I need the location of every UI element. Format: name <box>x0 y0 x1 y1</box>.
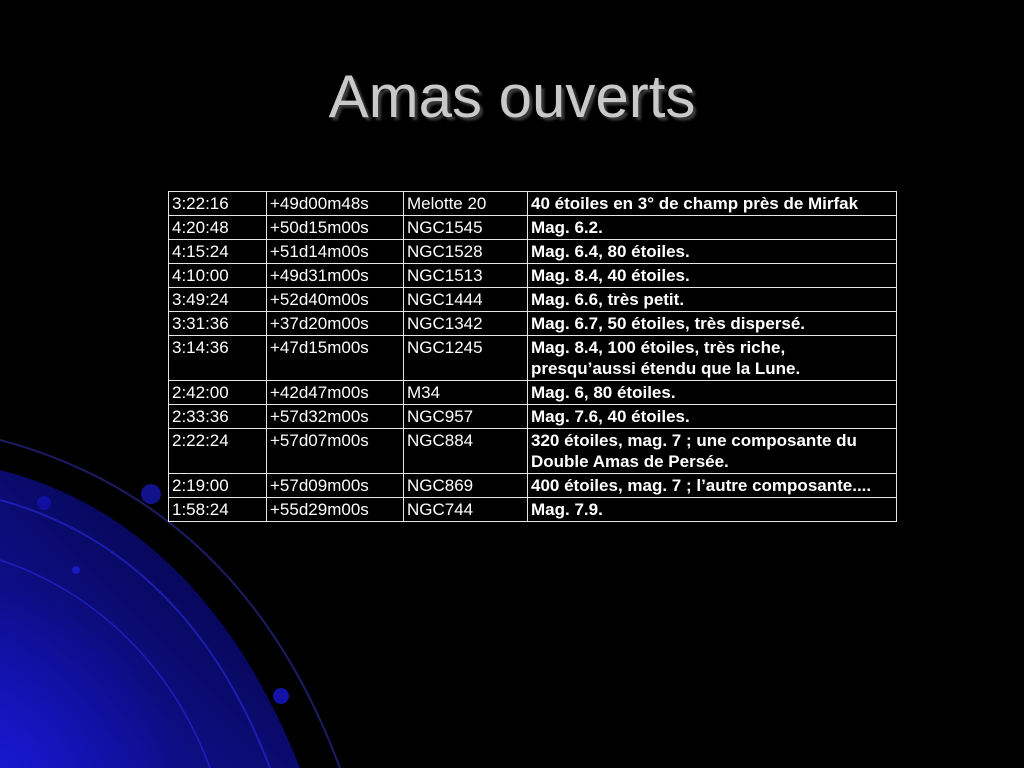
table-row <box>169 381 897 405</box>
description-cell: Mag. 6, 80 étoiles. <box>528 381 897 405</box>
declination-cell: +49d00m48s <box>267 192 404 216</box>
table-row <box>169 405 897 429</box>
description-cell: Mag. 7.6, 40 étoiles. <box>528 405 897 429</box>
object-name-cell: NGC1528 <box>404 240 528 264</box>
table-row <box>169 216 897 240</box>
description-cell: Mag. 6.7, 50 étoiles, très dispersé. <box>528 312 897 336</box>
declination-cell: +57d32m00s <box>267 405 404 429</box>
table-row <box>169 264 897 288</box>
object-name-cell: Melotte 20 <box>404 192 528 216</box>
right-ascension-cell: 3:31:36 <box>169 312 267 336</box>
object-name-cell: NGC1513 <box>404 264 528 288</box>
right-ascension-cell: 2:33:36 <box>169 405 267 429</box>
description-cell: Mag. 8.4, 40 étoiles. <box>528 264 897 288</box>
right-ascension-cell: 3:14:36 <box>169 336 267 381</box>
description-cell: Mag. 7.9. <box>528 498 897 522</box>
declination-cell: +57d09m00s <box>267 474 404 498</box>
declination-cell: +47d15m00s <box>267 336 404 381</box>
description-cell: Mag. 6.2. <box>528 216 897 240</box>
table-row <box>169 336 897 381</box>
right-ascension-cell: 2:42:00 <box>169 381 267 405</box>
open-clusters-table <box>168 191 897 522</box>
table-row <box>169 312 897 336</box>
slide-title: Amas ouverts <box>328 63 696 130</box>
table-row <box>169 192 897 216</box>
declination-cell: +49d31m00s <box>267 264 404 288</box>
table-row <box>169 498 897 522</box>
object-name-cell: NGC1342 <box>404 312 528 336</box>
object-name-cell: M34 <box>404 381 528 405</box>
object-name-cell: NGC884 <box>404 429 528 474</box>
table-body <box>169 192 897 522</box>
right-ascension-cell: 2:22:24 <box>169 429 267 474</box>
description-cell: Mag. 6.4, 80 étoiles. <box>528 240 897 264</box>
right-ascension-cell: 1:58:24 <box>169 498 267 522</box>
description-cell: 320 étoiles, mag. 7 ; une composante du Double Amas de Persée. <box>528 429 897 474</box>
declination-cell: +52d40m00s <box>267 288 404 312</box>
right-ascension-cell: 2:19:00 <box>169 474 267 498</box>
declination-cell: +55d29m00s <box>267 498 404 522</box>
object-name-cell: NGC1245 <box>404 336 528 381</box>
declination-cell: +37d20m00s <box>267 312 404 336</box>
description-cell: 400 étoiles, mag. 7 ; l’autre composante.... <box>528 474 897 498</box>
declination-cell: +50d15m00s <box>267 216 404 240</box>
object-name-cell: NGC869 <box>404 474 528 498</box>
declination-cell: +51d14m00s <box>267 240 404 264</box>
right-ascension-cell: 3:22:16 <box>169 192 267 216</box>
right-ascension-cell: 3:49:24 <box>169 288 267 312</box>
table-row <box>169 240 897 264</box>
table-row <box>169 429 897 474</box>
declination-cell: +57d07m00s <box>267 429 404 474</box>
description-cell: Mag. 8.4, 100 étoiles, très riche, presqu’aussi étendu que la Lune. <box>528 336 897 381</box>
object-name-cell: NGC1444 <box>404 288 528 312</box>
description-cell: Mag. 6.6, très petit. <box>528 288 897 312</box>
object-name-cell: NGC957 <box>404 405 528 429</box>
declination-cell: +42d47m00s <box>267 381 404 405</box>
right-ascension-cell: 4:10:00 <box>169 264 267 288</box>
object-name-cell: NGC1545 <box>404 216 528 240</box>
right-ascension-cell: 4:15:24 <box>169 240 267 264</box>
right-ascension-cell: 4:20:48 <box>169 216 267 240</box>
table-row <box>169 288 897 312</box>
description-cell: 40 étoiles en 3° de champ près de Mirfak <box>528 192 897 216</box>
table-row <box>169 474 897 498</box>
object-name-cell: NGC744 <box>404 498 528 522</box>
